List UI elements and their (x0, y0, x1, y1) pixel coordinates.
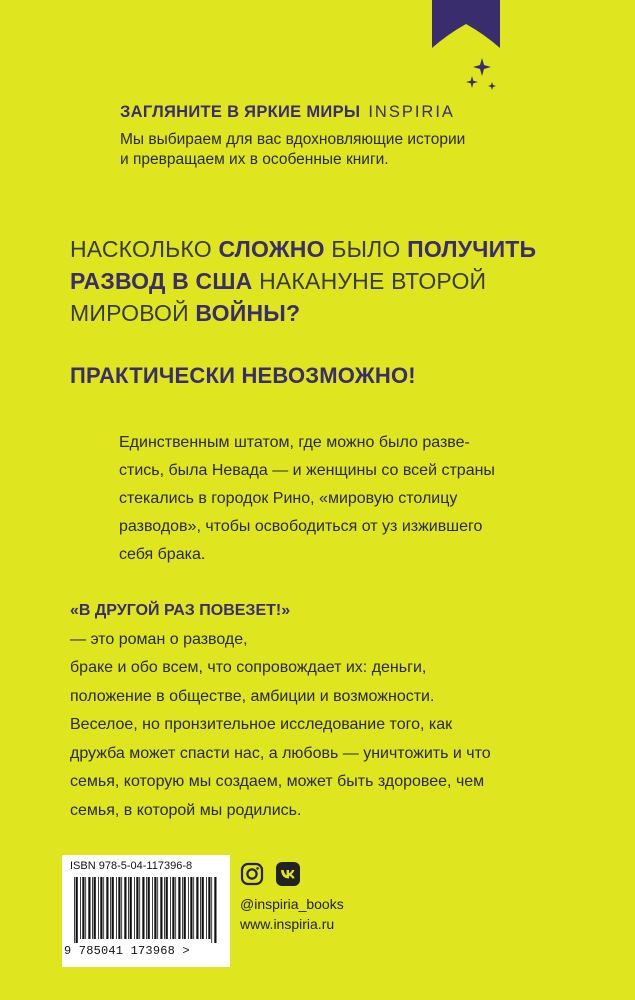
tagline-line-1: Мы выбираем для вас вдохновляющие истории (120, 131, 466, 148)
book-title: «В ДРУГОЙ РАЗ ПОВЕЗЕТ!» (70, 602, 291, 619)
isbn-text: ISBN 978-5-04-117396-8 (70, 860, 193, 872)
tagline-body (120, 130, 590, 170)
barcode (72, 877, 220, 943)
vk-icon[interactable] (276, 862, 300, 886)
description-line: семья, в которой мы родились. (70, 801, 302, 819)
question-emphasis: ПОЛУЧИТЬ (407, 236, 537, 262)
tagline-heading-text: ЗАГЛЯНИТЕ В ЯРКИЕ МИРЫ (120, 103, 361, 121)
bookmark-ribbon (432, 0, 500, 48)
question-text: НАКАНУНЕ ВТОРОЙ (252, 268, 487, 294)
intro-line: разводов», чтобы освободиться от уз изжившего (119, 518, 483, 535)
question-emphasis: СЛОЖНО (218, 236, 325, 262)
question-line-1 (70, 233, 610, 265)
social-block (240, 862, 344, 932)
intro-line: Единственным штатом, где можно было разве- (119, 434, 470, 451)
question-text: БЫЛО (324, 236, 408, 262)
question-line-2 (70, 265, 610, 297)
social-handle[interactable]: @inspiria_books (240, 896, 344, 912)
tagline-line-2: и превращаем их в особенные книги. (120, 151, 389, 168)
intro-line: стекались в городок Рино, «мировую столицу (119, 490, 458, 507)
answer-heading: ПРАКТИЧЕСКИ НЕВОЗМОЖНО! (70, 363, 416, 388)
description-line (70, 597, 610, 654)
barcode-digits: 9 785041 173968 > (64, 944, 190, 958)
intro-paragraph (119, 429, 589, 569)
question-line-3 (70, 297, 610, 329)
question-heading (70, 233, 610, 329)
description-line: положение в обществе, амбиции и возможности. (70, 687, 435, 705)
brand-name: INSPIRIA (368, 103, 455, 121)
question-text: НАСКОЛЬКО (70, 236, 219, 262)
description-line: семья, которую мы создаем, может быть здоровее, чем (70, 773, 485, 790)
tagline-heading (120, 103, 455, 122)
question-emphasis: РАЗВОД В США (70, 268, 253, 294)
stars-icon (464, 56, 500, 94)
description-paragraph (70, 597, 610, 825)
description-line: дружба может спасти нас, а любовь — уничтожить и что (70, 744, 491, 762)
isbn-barcode-box (62, 855, 230, 967)
description-line: Веселое, но пронзительное исследование того, как (70, 716, 453, 733)
instagram-icon[interactable] (240, 862, 264, 886)
description-text: — это роман о разводе, (70, 630, 248, 648)
intro-line: себя брака. (119, 546, 206, 563)
question-emphasis: ВОЙНЫ? (195, 300, 301, 326)
question-text: МИРОВОЙ (70, 300, 196, 326)
intro-line: стись, была Невада — и женщины со всей страны (119, 462, 495, 479)
website-link[interactable]: www.inspiria.ru (240, 916, 335, 932)
description-line: браке и обо всем, что сопровождает их: деньги, (70, 659, 427, 676)
